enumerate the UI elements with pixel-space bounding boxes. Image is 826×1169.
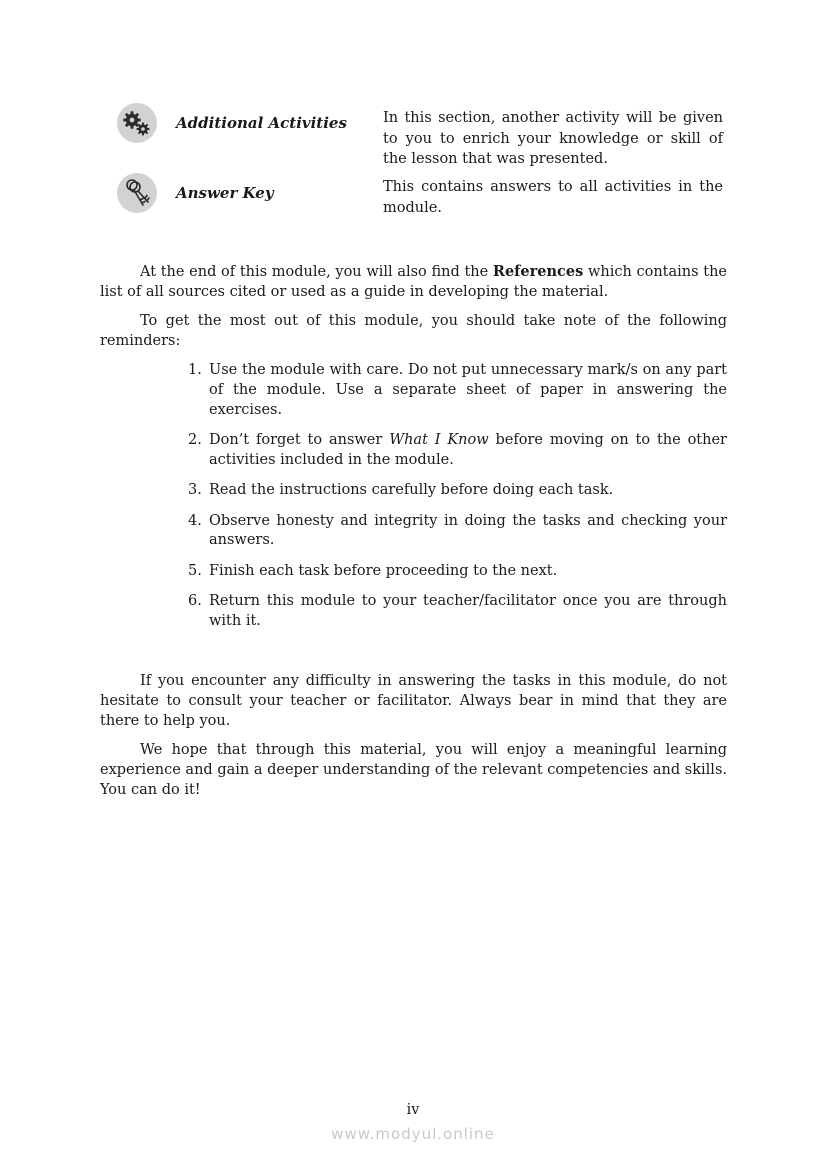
legend-desc-additional-activities: In this section, another activity will be given to you to enrich your knowledge or skill of the lesson that was presented. [383,110,723,167]
watermark: www.modyul.online [331,1125,495,1143]
list-item-number: 1. [188,362,202,378]
list-item-text-after: before moving on to the other activities included in the module. [209,431,727,468]
page-number: iv [406,1102,420,1118]
legend-desc-answer-key: This contains answers to all activities in the module. [383,179,723,216]
list-item-text: Use the module with care. Do not put unnecessary mark/s on any part of the module. Use a separate sheet of paper in answering the exercises. [209,362,727,418]
reminders-list [183,361,727,642]
list-item-text: Observe honesty and integrity in doing the tasks and checking your answers. [209,512,727,549]
list-item-text: Read the instructions carefully before doing each task. [209,482,614,499]
list-item [183,512,727,552]
list-item-text-before: Don’t forget to answer [209,431,390,448]
legend-answer-key [117,173,727,218]
list-item-number: 2. [188,431,202,448]
list-item [183,592,727,632]
gears-icon [117,103,157,143]
what-i-know-italic: What I Know [389,431,489,448]
list-item-number: 6. [188,593,202,610]
keys-icon [117,173,157,213]
references-bold: References [492,263,584,280]
list-item [183,431,727,471]
list-item-text: Finish each task before proceeding to the next. [209,562,558,579]
references-paragraph [100,262,727,303]
references-text-before: At the end of this module, you will also find the [140,264,493,280]
list-item [183,481,727,501]
difficulty-paragraph: If you encounter any difficulty in answering the tasks in this module, do not hesitate to consult your teacher or facilitator. Always bear in mind that they are there to help you. [100,673,727,729]
legend-title-answer-key: Answer Key [176,184,274,202]
list-item [183,361,727,420]
closing-paragraph: We hope that through this material, you will enjoy a meaningful learning experience and gain a deeper understanding of the relevant competencies and skills. You can do it! [100,742,727,798]
list-item [183,562,727,582]
references-text-after: which contains the list of all sources cited or used as a guide in developing the material. [100,264,727,300]
list-item-text: Return this module to your teacher/facilitator once you are through with it. [209,593,727,629]
reminders-intro-paragraph: To get the most out of this module, you should take note of the following reminders: [100,313,727,349]
list-item-number: 5. [188,562,202,579]
legend-title-additional-activities: Additional Activities [176,114,347,132]
list-item-number: 4. [188,512,202,529]
legend-additional-activities [117,103,727,165]
list-item-number: 3. [188,482,202,499]
